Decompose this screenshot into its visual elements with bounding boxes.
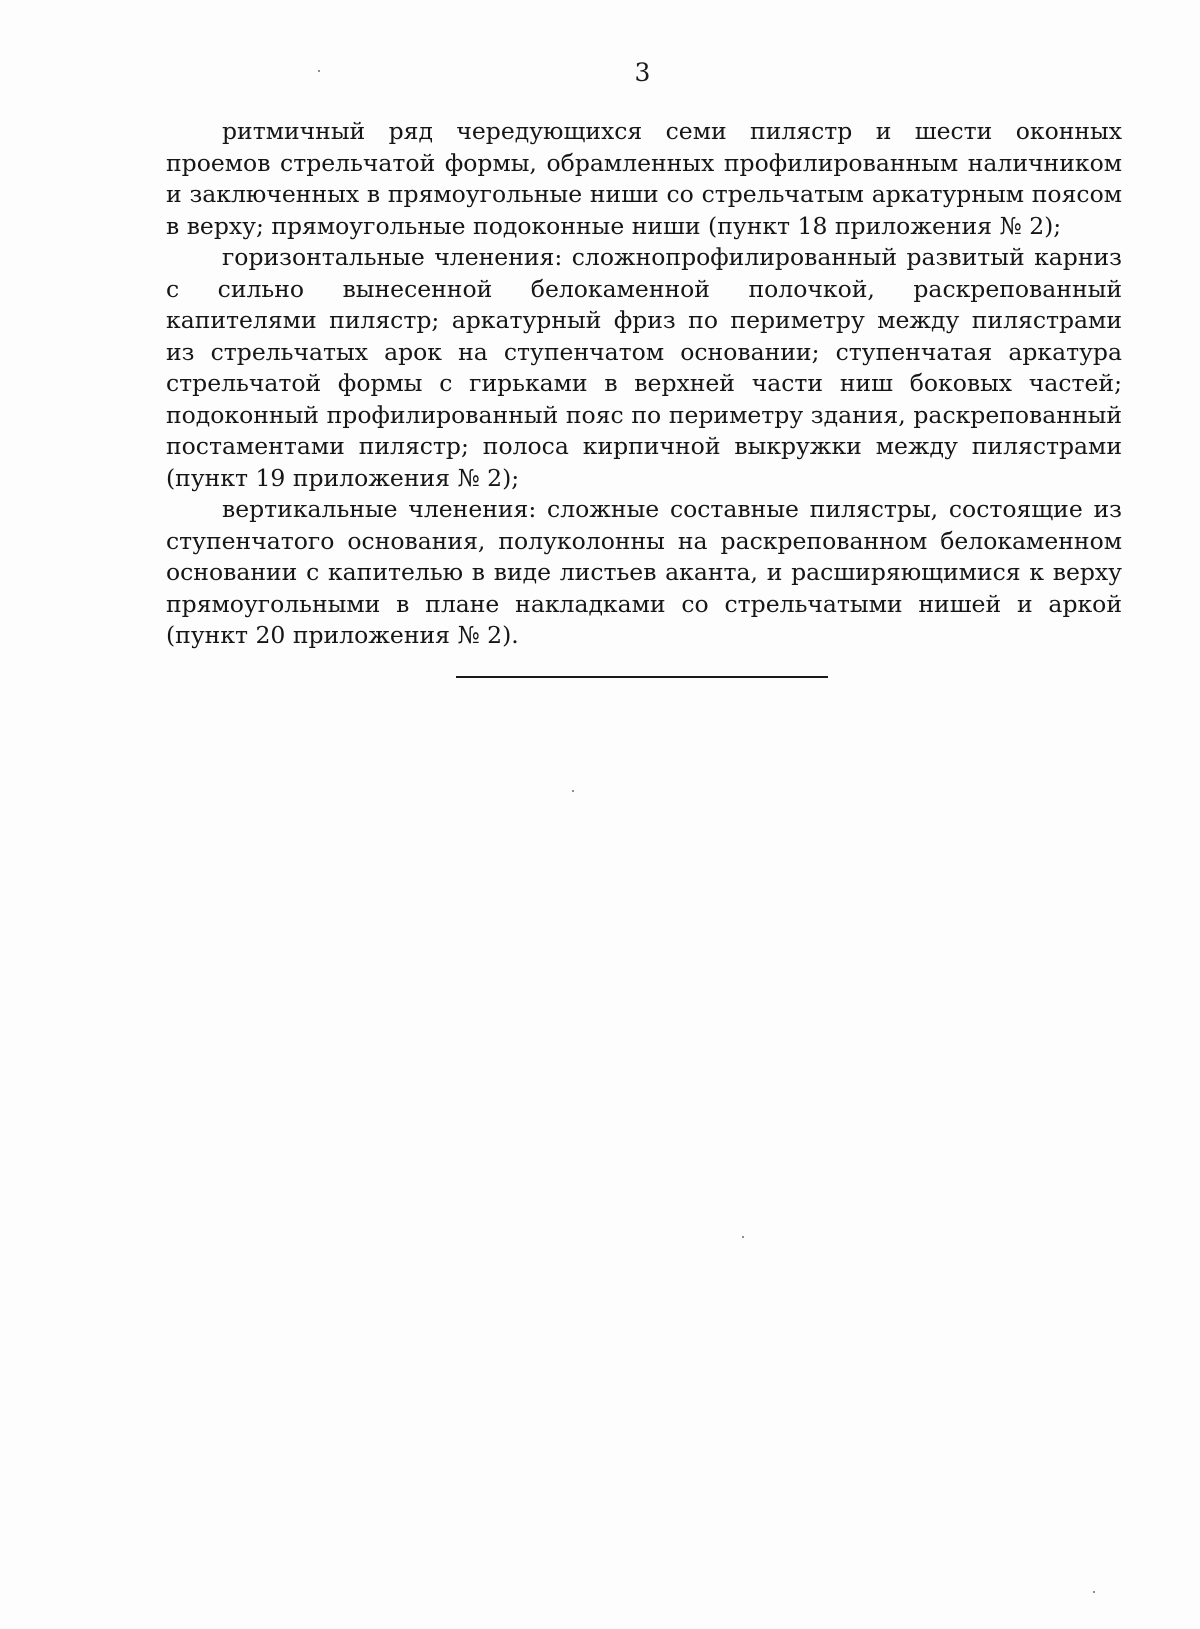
scan-speck: [742, 1236, 744, 1238]
page-number: 3: [634, 58, 651, 87]
paragraph-vertical-divisions: вертикальные членения: сложные составные пилястры, состоящие из ступенчатого основания, полуколонны на раскрепованном белокаменном основании с капителью в виде листьев аканта, и расширяющимися к верху прямоугольными в плане накладками со стрельчатыми нишей и аркой (пункт 20 приложения № 2).: [166, 495, 1122, 649]
closing-rule: [456, 676, 828, 678]
paragraph-horizontal-divisions: горизонтальные членения: сложнопрофилированный развитый карниз с сильно вынесенной белокаменной полочкой, раскрепованный капителями пилястр; аркатурный фриз по периметру между пилястрами из стрельчатых арок на ступенчатом основании; ступенчатая аркатура стрельчатой формы с гирьками в верхней части ниш боковых частей; подоконный профилированный пояс по периметру здания, раскрепованный постаментами пилястр; полоса кирпичной выкружки между пилястрами (пункт 19 приложения № 2);: [166, 243, 1122, 492]
scan-speck: [1093, 1591, 1095, 1593]
scan-speck: [572, 790, 574, 792]
document-body: [166, 116, 1122, 652]
paragraph-rhythmic-row: ритмичный ряд чередующихся семи пилястр и шести оконных проемов стрельчатой формы, обрамленных профилированным наличником и заключенных в прямоугольные ниши со стрельчатым аркатурным поясом в верху; прямоугольные подоконные ниши (пункт 18 приложения № 2);: [166, 117, 1122, 240]
scan-speck: [318, 70, 320, 72]
